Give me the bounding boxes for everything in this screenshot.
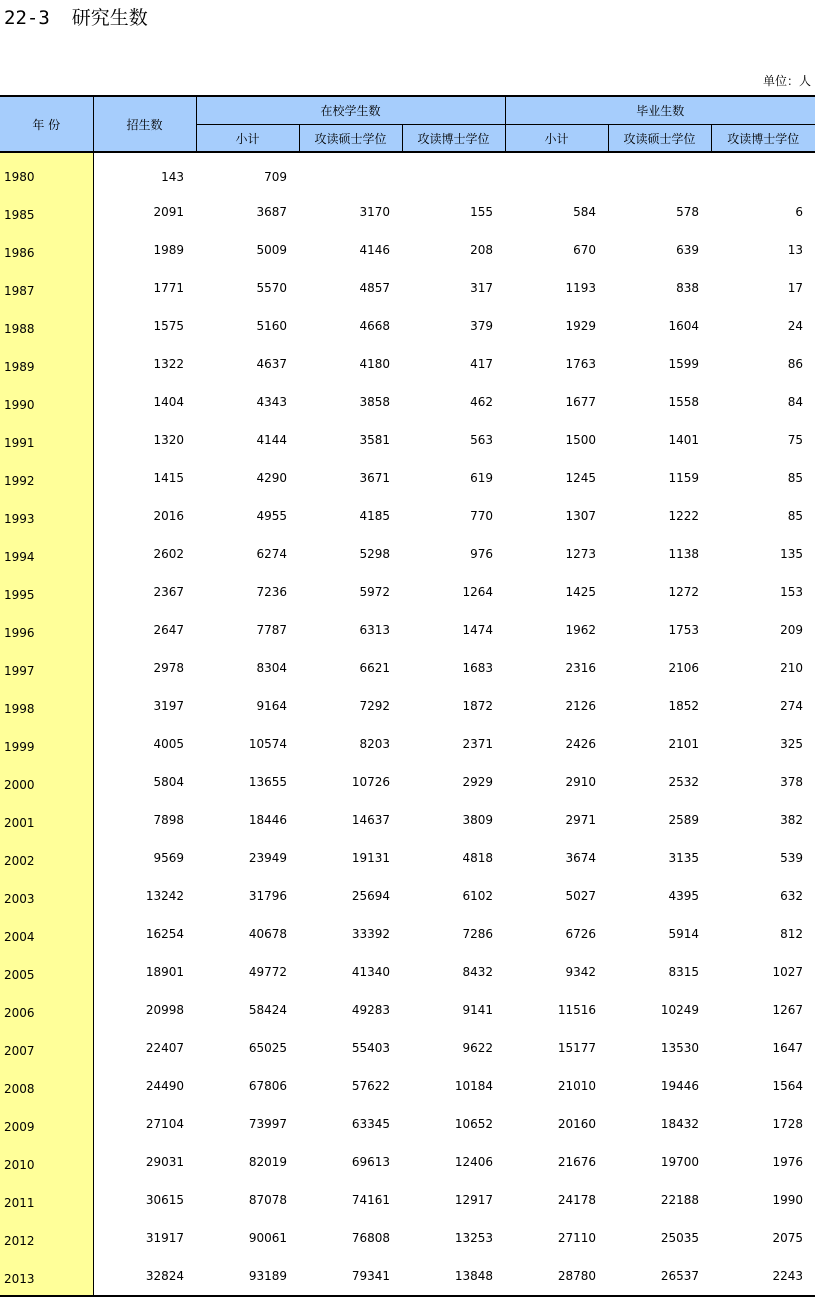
graduates-doctoral-cell: 1564 — [772, 1079, 804, 1093]
header-graduates-masters: 攻读硕士学位 — [608, 125, 711, 153]
graduates-masters-cell: 1558 — [668, 395, 700, 409]
enrolled-subtotal-cell: 87078 — [248, 1193, 287, 1207]
table-row — [0, 1257, 815, 1296]
graduates-masters-cell: 1753 — [668, 623, 700, 637]
enrollment-cell: 143 — [161, 170, 184, 184]
enrollment-cell: 1320 — [153, 433, 184, 447]
table-row — [0, 1219, 815, 1257]
table-row — [0, 1105, 815, 1143]
graduates-doctoral-cell: 378 — [780, 775, 804, 789]
table-row — [0, 1067, 815, 1105]
graduates-doctoral-cell: 1027 — [772, 965, 804, 979]
enrolled-subtotal-cell: 5009 — [256, 243, 287, 257]
graduates-doctoral-cell — [711, 152, 815, 193]
graduates-masters-cell: 10249 — [660, 1003, 700, 1017]
enrollment-cell: 1771 — [153, 281, 184, 295]
year-cell: 1980 — [0, 152, 93, 193]
enrolled-masters-cell: 41340 — [351, 965, 390, 979]
enrolled-subtotal-cell: 9164 — [256, 699, 287, 713]
graduates-doctoral-cell: 86 — [787, 357, 804, 371]
enrollment-cell: 2978 — [153, 661, 184, 675]
graduates-subtotal-cell: 21676 — [557, 1155, 597, 1169]
enrolled-subtotal-cell: 4343 — [256, 395, 287, 409]
graduates-masters-cell: 578 — [676, 205, 700, 219]
enrolled-masters-cell: 3581 — [359, 433, 390, 447]
enrolled-subtotal-cell: 4637 — [256, 357, 287, 371]
enrolled-masters-cell: 79341 — [299, 1257, 402, 1296]
graduates-subtotal-cell — [505, 152, 608, 193]
graduates-subtotal-cell: 11516 — [557, 1003, 597, 1017]
enrollment-cell: 1404 — [153, 395, 184, 409]
graduates-subtotal-cell: 6726 — [565, 927, 597, 941]
enrolled-subtotal-cell: 4290 — [256, 471, 287, 485]
enrolled-doctoral-cell: 208 — [470, 243, 494, 257]
graduates-masters-cell: 22188 — [660, 1193, 700, 1207]
year-cell: 1988 — [0, 307, 93, 345]
enrollment-cell: 16254 — [145, 927, 184, 941]
header-enrolled-masters: 攻读硕士学位 — [299, 125, 402, 153]
enrolled-subtotal-cell: 73997 — [248, 1117, 287, 1131]
graduates-subtotal-cell: 2426 — [565, 737, 597, 751]
year-cell: 1989 — [0, 345, 93, 383]
year-cell: 1994 — [0, 535, 93, 573]
enrollment-cell: 1989 — [153, 243, 184, 257]
table-row — [0, 345, 815, 383]
table-row — [0, 649, 815, 687]
enrolled-masters-cell: 8203 — [359, 737, 390, 751]
table-row — [0, 763, 815, 801]
enrolled-subtotal-cell: 31796 — [248, 889, 287, 903]
graduates-masters-cell — [608, 152, 711, 193]
enrolled-doctoral-cell: 12917 — [454, 1193, 494, 1207]
graduates-doctoral-cell: 153 — [780, 585, 804, 599]
enrolled-masters-cell: 76808 — [351, 1231, 390, 1245]
enrolled-masters-cell: 57622 — [351, 1079, 390, 1093]
enrolled-subtotal-cell: 13655 — [248, 775, 287, 789]
graduates-doctoral-cell: 2075 — [772, 1231, 804, 1245]
graduates-subtotal-cell: 5027 — [565, 889, 597, 903]
table-row — [0, 915, 815, 953]
enrolled-doctoral-cell: 9622 — [462, 1041, 494, 1055]
enrolled-doctoral-cell: 8432 — [462, 965, 494, 979]
year-cell: 1986 — [0, 231, 93, 269]
graduates-doctoral-cell: 13 — [787, 243, 804, 257]
unit-label: 单位：人 — [762, 74, 811, 88]
page-title — [4, 6, 148, 30]
enrollment-cell: 30615 — [145, 1193, 184, 1207]
table-row — [0, 687, 815, 725]
graduates-masters-cell: 2589 — [668, 813, 700, 827]
enrollment-cell: 3197 — [153, 699, 184, 713]
graduates-subtotal-cell: 1929 — [565, 319, 597, 333]
header-enrollment: 招生数 — [93, 96, 196, 152]
table-row — [0, 497, 815, 535]
graduate-students-table — [0, 95, 815, 1297]
graduates-masters-cell: 2106 — [668, 661, 700, 675]
graduates-doctoral-cell: 1976 — [772, 1155, 804, 1169]
graduates-masters-cell: 639 — [676, 243, 700, 257]
graduates-masters-cell: 2532 — [668, 775, 700, 789]
graduates-doctoral-cell: 632 — [780, 889, 804, 903]
enrolled-doctoral-cell: 462 — [470, 395, 494, 409]
table-row — [0, 611, 815, 649]
enrolled-doctoral-cell: 417 — [470, 357, 494, 371]
graduates-subtotal-cell: 670 — [573, 243, 597, 257]
table-row — [0, 193, 815, 231]
year-cell: 2011 — [0, 1181, 93, 1219]
enrollment-cell: 2091 — [153, 205, 184, 219]
enrollment-cell: 29031 — [145, 1155, 184, 1169]
graduates-doctoral-cell: 209 — [780, 623, 804, 637]
enrolled-masters-cell: 4185 — [359, 509, 390, 523]
table-title: 研究生数 — [71, 7, 148, 29]
graduates-subtotal-cell: 584 — [573, 205, 597, 219]
enrollment-cell: 18901 — [145, 965, 184, 979]
header-enrolled-subtotal: 小计 — [196, 125, 299, 153]
table-row — [0, 725, 815, 763]
enrolled-masters-cell: 5298 — [359, 547, 390, 561]
enrolled-subtotal-cell: 5570 — [256, 281, 287, 295]
enrolled-subtotal-cell: 93189 — [196, 1257, 299, 1296]
enrolled-doctoral-cell: 13253 — [454, 1231, 494, 1245]
graduates-masters-cell: 5914 — [668, 927, 700, 941]
enrolled-masters-cell: 4668 — [359, 319, 390, 333]
enrolled-masters-cell: 19131 — [351, 851, 390, 865]
table-row — [0, 421, 815, 459]
graduates-subtotal-cell: 1273 — [565, 547, 597, 561]
enrolled-masters-cell: 4857 — [359, 281, 390, 295]
enrolled-doctoral-cell: 2371 — [462, 737, 494, 751]
graduates-masters-cell: 1272 — [668, 585, 700, 599]
year-cell: 1991 — [0, 421, 93, 459]
graduates-masters-cell: 2101 — [668, 737, 700, 751]
graduates-masters-cell: 1852 — [668, 699, 700, 713]
graduates-masters-cell: 1599 — [668, 357, 700, 371]
table-row — [0, 839, 815, 877]
enrollment-cell: 9569 — [153, 851, 184, 865]
enrolled-doctoral-cell: 619 — [470, 471, 494, 485]
year-cell: 2013 — [0, 1257, 93, 1296]
graduates-doctoral-cell: 135 — [780, 547, 804, 561]
table-row — [0, 231, 815, 269]
graduates-doctoral-cell: 325 — [780, 737, 804, 751]
table-row — [0, 535, 815, 573]
table-body — [0, 152, 815, 1296]
year-cell: 1996 — [0, 611, 93, 649]
graduates-subtotal-cell: 27110 — [557, 1231, 597, 1245]
year-cell: 2002 — [0, 839, 93, 877]
graduates-subtotal-cell: 1425 — [565, 585, 597, 599]
enrolled-doctoral-cell: 4818 — [462, 851, 494, 865]
table-row — [0, 307, 815, 345]
year-cell: 1995 — [0, 573, 93, 611]
graduates-masters-cell: 1222 — [668, 509, 700, 523]
enrolled-subtotal-cell: 67806 — [248, 1079, 287, 1093]
enrolled-masters-cell: 4180 — [359, 357, 390, 371]
graduates-doctoral-cell: 17 — [787, 281, 804, 295]
header-year: 年 份 — [0, 96, 93, 152]
enrolled-masters-cell: 14637 — [351, 813, 390, 827]
enrolled-subtotal-cell: 4955 — [256, 509, 287, 523]
table-row — [0, 459, 815, 497]
table-header — [0, 96, 815, 152]
enrolled-subtotal-cell: 709 — [264, 170, 287, 184]
enrolled-doctoral-cell: 563 — [470, 433, 494, 447]
table-number: 22-3 — [4, 7, 50, 29]
header-graduates-subtotal: 小计 — [505, 125, 608, 153]
year-cell: 1993 — [0, 497, 93, 535]
graduates-doctoral-cell: 1267 — [772, 1003, 804, 1017]
enrolled-doctoral-cell: 12406 — [454, 1155, 494, 1169]
enrollment-cell: 24490 — [145, 1079, 184, 1093]
graduates-subtotal-cell: 1763 — [565, 357, 597, 371]
enrollment-cell: 13242 — [145, 889, 184, 903]
enrolled-masters-cell: 5972 — [359, 585, 390, 599]
graduates-masters-cell: 1159 — [668, 471, 700, 485]
year-cell: 1992 — [0, 459, 93, 497]
graduates-doctoral-cell: 1728 — [772, 1117, 804, 1131]
enrolled-doctoral-cell: 379 — [470, 319, 494, 333]
enrolled-subtotal-cell: 65025 — [248, 1041, 287, 1055]
table-row — [0, 877, 815, 915]
graduates-subtotal-cell: 15177 — [557, 1041, 597, 1055]
enrolled-masters-cell: 6621 — [359, 661, 390, 675]
graduates-doctoral-cell: 539 — [780, 851, 804, 865]
enrolled-doctoral-cell — [402, 152, 505, 193]
year-cell: 2004 — [0, 915, 93, 953]
table-row — [0, 953, 815, 991]
enrolled-doctoral-cell: 1872 — [462, 699, 494, 713]
graduates-masters-cell: 26537 — [608, 1257, 711, 1296]
enrollment-cell: 1575 — [153, 319, 184, 333]
table-row — [0, 269, 815, 307]
graduates-subtotal-cell: 9342 — [565, 965, 597, 979]
header-enrolled-doctoral: 攻读博士学位 — [402, 125, 505, 153]
graduates-masters-cell: 18432 — [660, 1117, 700, 1131]
graduates-subtotal-cell: 1962 — [565, 623, 597, 637]
enrollment-cell: 20998 — [145, 1003, 184, 1017]
enrollment-cell: 4005 — [153, 737, 184, 751]
enrolled-subtotal-cell: 5160 — [256, 319, 287, 333]
enrolled-subtotal-cell: 8304 — [256, 661, 287, 675]
graduates-subtotal-cell: 20160 — [557, 1117, 597, 1131]
enrolled-subtotal-cell: 7236 — [256, 585, 287, 599]
enrolled-masters-cell: 55403 — [351, 1041, 390, 1055]
graduates-doctoral-cell: 210 — [780, 661, 804, 675]
enrollment-cell: 5804 — [153, 775, 184, 789]
enrollment-cell: 1415 — [153, 471, 184, 485]
enrolled-doctoral-cell: 6102 — [462, 889, 494, 903]
graduates-doctoral-cell: 85 — [787, 471, 804, 485]
enrolled-doctoral-cell: 770 — [470, 509, 494, 523]
data-table-container — [0, 95, 815, 1297]
graduates-masters-cell: 19446 — [660, 1079, 700, 1093]
enrolled-masters-cell: 3170 — [359, 205, 390, 219]
enrolled-doctoral-cell: 1683 — [462, 661, 494, 675]
graduates-doctoral-cell: 1647 — [772, 1041, 804, 1055]
graduates-masters-cell: 1138 — [668, 547, 700, 561]
enrolled-subtotal-cell: 23949 — [248, 851, 287, 865]
enrolled-subtotal-cell: 90061 — [248, 1231, 287, 1245]
year-cell: 2001 — [0, 801, 93, 839]
table-row — [0, 152, 815, 193]
enrolled-subtotal-cell: 18446 — [248, 813, 287, 827]
year-cell: 2009 — [0, 1105, 93, 1143]
header-graduates-doctoral: 攻读博士学位 — [711, 125, 815, 153]
graduates-subtotal-cell: 1307 — [565, 509, 597, 523]
table-row — [0, 991, 815, 1029]
year-cell: 2008 — [0, 1067, 93, 1105]
enrolled-doctoral-cell: 317 — [470, 281, 494, 295]
enrolled-subtotal-cell: 10574 — [248, 737, 287, 751]
graduates-masters-cell: 838 — [676, 281, 700, 295]
graduates-subtotal-cell: 2910 — [565, 775, 597, 789]
year-cell: 1999 — [0, 725, 93, 763]
enrolled-doctoral-cell: 1474 — [462, 623, 494, 637]
graduates-doctoral-cell: 274 — [780, 699, 804, 713]
enrollment-cell: 2647 — [153, 623, 184, 637]
enrolled-subtotal-cell: 40678 — [248, 927, 287, 941]
graduates-subtotal-cell: 24178 — [557, 1193, 597, 1207]
enrolled-doctoral-cell: 2929 — [462, 775, 494, 789]
enrolled-doctoral-cell: 10184 — [454, 1079, 494, 1093]
enrolled-masters-cell — [299, 152, 402, 193]
graduates-masters-cell: 3135 — [668, 851, 700, 865]
enrolled-masters-cell: 49283 — [351, 1003, 390, 1017]
year-cell: 2000 — [0, 763, 93, 801]
table-row — [0, 383, 815, 421]
enrolled-masters-cell: 3671 — [359, 471, 390, 485]
enrolled-doctoral-cell: 976 — [470, 547, 494, 561]
enrolled-subtotal-cell: 3687 — [256, 205, 287, 219]
enrollment-cell: 2602 — [153, 547, 184, 561]
graduates-subtotal-cell: 1500 — [565, 433, 597, 447]
graduates-subtotal-cell: 1193 — [565, 281, 597, 295]
enrollment-cell: 31917 — [145, 1231, 184, 1245]
graduates-doctoral-cell: 6 — [795, 205, 804, 219]
enrolled-doctoral-cell: 3809 — [462, 813, 494, 827]
enrolled-subtotal-cell: 4144 — [256, 433, 287, 447]
enrolled-subtotal-cell: 7787 — [256, 623, 287, 637]
enrolled-doctoral-cell: 155 — [470, 205, 494, 219]
graduates-subtotal-cell: 21010 — [557, 1079, 597, 1093]
table-row — [0, 1181, 815, 1219]
enrolled-masters-cell: 7292 — [359, 699, 390, 713]
year-cell: 1987 — [0, 269, 93, 307]
enrolled-masters-cell: 69613 — [351, 1155, 390, 1169]
enrolled-doctoral-cell: 7286 — [462, 927, 494, 941]
enrolled-masters-cell: 4146 — [359, 243, 390, 257]
enrolled-doctoral-cell: 1264 — [462, 585, 494, 599]
graduates-masters-cell: 8315 — [668, 965, 700, 979]
enrolled-doctoral-cell: 9141 — [462, 1003, 494, 1017]
graduates-doctoral-cell: 1990 — [772, 1193, 804, 1207]
enrollment-cell: 22407 — [145, 1041, 184, 1055]
graduates-subtotal-cell: 1245 — [565, 471, 597, 485]
table-row — [0, 1143, 815, 1181]
table-row — [0, 1029, 815, 1067]
enrollment-cell: 32824 — [93, 1257, 196, 1296]
enrolled-doctoral-cell: 13848 — [402, 1257, 505, 1296]
graduates-subtotal-cell: 2126 — [565, 699, 597, 713]
graduates-subtotal-cell: 28780 — [505, 1257, 608, 1296]
year-cell: 2006 — [0, 991, 93, 1029]
year-cell: 2005 — [0, 953, 93, 991]
enrollment-cell: 27104 — [145, 1117, 184, 1131]
year-cell: 1998 — [0, 687, 93, 725]
enrolled-masters-cell: 6313 — [359, 623, 390, 637]
graduates-subtotal-cell: 2971 — [565, 813, 597, 827]
graduates-doctoral-cell: 812 — [780, 927, 804, 941]
enrolled-subtotal-cell: 49772 — [248, 965, 287, 979]
year-cell: 1985 — [0, 193, 93, 231]
graduates-subtotal-cell: 1677 — [565, 395, 597, 409]
graduates-doctoral-cell: 2243 — [711, 1257, 815, 1296]
graduates-doctoral-cell: 84 — [787, 395, 804, 409]
enrollment-cell: 1322 — [153, 357, 184, 371]
enrolled-masters-cell: 10726 — [351, 775, 390, 789]
year-cell: 2012 — [0, 1219, 93, 1257]
enrolled-doctoral-cell: 10652 — [454, 1117, 494, 1131]
year-cell: 2007 — [0, 1029, 93, 1067]
graduates-doctoral-cell: 75 — [787, 433, 804, 447]
graduates-subtotal-cell: 3674 — [565, 851, 597, 865]
header-enrolled-group: 在校学生数 — [196, 96, 505, 125]
year-cell: 2010 — [0, 1143, 93, 1181]
graduates-doctoral-cell: 85 — [787, 509, 804, 523]
enrollment-cell: 2367 — [153, 585, 184, 599]
table-row — [0, 573, 815, 611]
graduates-doctoral-cell: 382 — [780, 813, 804, 827]
table-row — [0, 801, 815, 839]
enrollment-cell: 2016 — [153, 509, 184, 523]
graduates-masters-cell: 19700 — [660, 1155, 700, 1169]
graduates-masters-cell: 1604 — [668, 319, 700, 333]
enrolled-masters-cell: 25694 — [351, 889, 390, 903]
graduates-masters-cell: 13530 — [660, 1041, 700, 1055]
graduates-masters-cell: 4395 — [668, 889, 700, 903]
year-cell: 2003 — [0, 877, 93, 915]
graduates-subtotal-cell: 2316 — [565, 661, 597, 675]
enrolled-masters-cell: 74161 — [351, 1193, 390, 1207]
graduates-masters-cell: 25035 — [660, 1231, 700, 1245]
year-cell: 1990 — [0, 383, 93, 421]
enrolled-subtotal-cell: 58424 — [248, 1003, 287, 1017]
enrolled-subtotal-cell: 82019 — [248, 1155, 287, 1169]
header-graduates-group: 毕业生数 — [505, 96, 815, 125]
enrolled-masters-cell: 33392 — [351, 927, 390, 941]
year-cell: 1997 — [0, 649, 93, 687]
enrolled-subtotal-cell: 6274 — [256, 547, 287, 561]
enrolled-masters-cell: 63345 — [351, 1117, 390, 1131]
enrollment-cell: 7898 — [153, 813, 184, 827]
graduates-masters-cell: 1401 — [668, 433, 700, 447]
enrolled-masters-cell: 3858 — [359, 395, 390, 409]
graduates-doctoral-cell: 24 — [787, 319, 804, 333]
